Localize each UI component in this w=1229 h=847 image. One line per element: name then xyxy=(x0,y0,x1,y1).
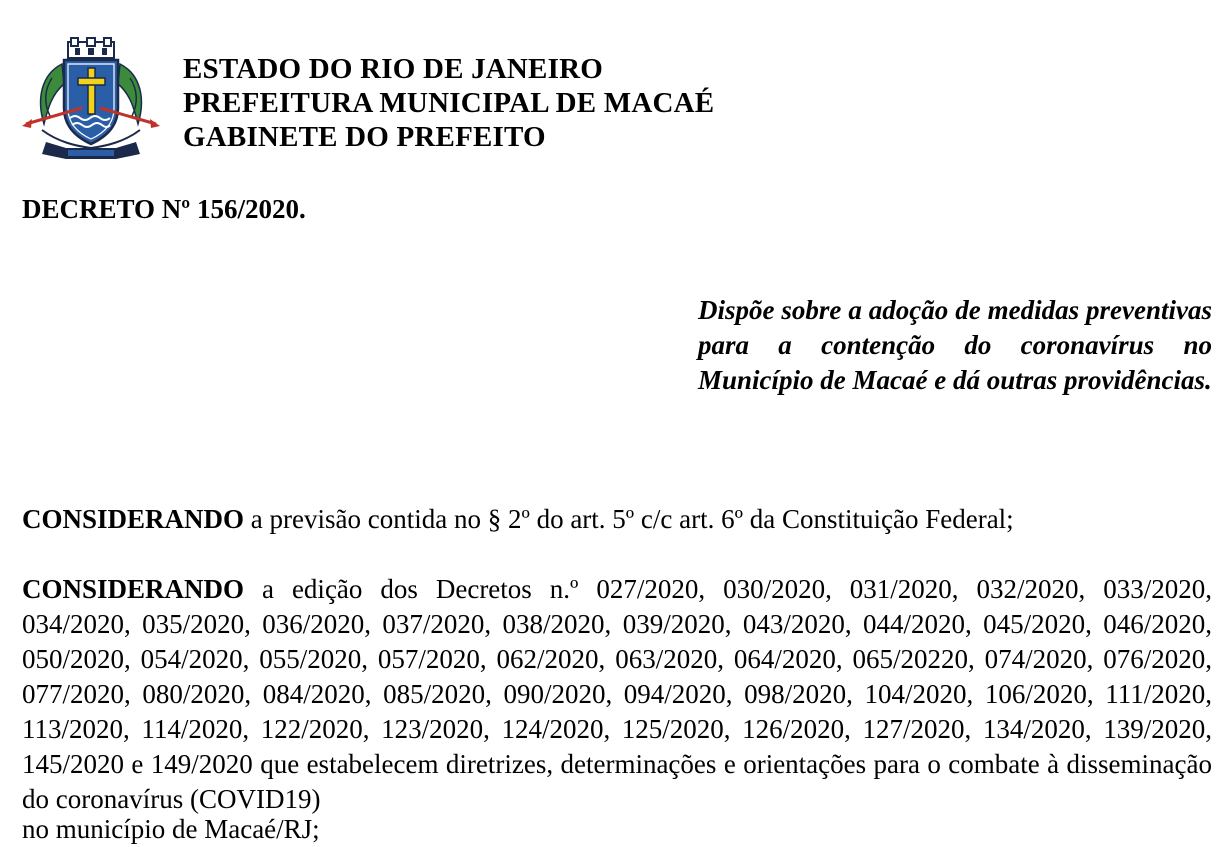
office-name: GABINETE DO PREFEITO xyxy=(183,121,546,153)
truncated-text: no município de Macaé/RJ; xyxy=(22,814,320,844)
considerando-text: a previsão contida no § 2º do art. 5º c/c art. 6º da Constituição Federal; xyxy=(244,504,1014,534)
institution-header xyxy=(183,52,714,154)
coat-of-arms-icon xyxy=(22,38,160,160)
considerando-paragraph-2 xyxy=(22,572,1212,817)
truncated-line xyxy=(22,812,1212,844)
decree-title: DECRETO Nº 156/2020. xyxy=(22,194,306,224)
decree-summary: Dispõe sobre a adoção de medidas preventivas para a contenção do coronavírus no Município de Macaé e dá outras providências. xyxy=(698,295,1212,395)
considerando-lead: CONSIDERANDO xyxy=(22,504,245,534)
state-name: ESTADO DO RIO DE JANEIRO xyxy=(183,53,603,85)
city-hall-name: PREFEITURA MUNICIPAL DE MACAÉ xyxy=(183,87,715,119)
considerando-lead: CONSIDERANDO xyxy=(22,574,245,604)
considerando-text: a edição dos Decretos n.º 027/2020, 030/2020, 031/2020, 032/2020, 033/2020, 034/2020, 035/2020, 036/2020, 037/2020, 038/2020, 039/2020, 043/2020, 044/2020, 045/2020, 046/2020, 050/2020, 054/2020, 055/2020, 057/2020, 062/2020, 063/2020, 064/2020, 065/20220, 074/2020, 076/2020, 077/2020, 080/2020, 084/2020, 085/2020, 090/2020, 094/2020, 098/2020, 104/2020, 106/2020, 111/2020, 113/2020, 114/2020, 122/2020, 123/2020, 124/2020, 125/2020, 126/2020, 127/2020, 134/2020, 139/2020, 145/2020 e 149/2020 que estabelecem diretrizes, determinações e orientações para o combate à disseminação do coronavírus (COVID19) xyxy=(22,574,1212,814)
considerando-paragraph-1 xyxy=(22,502,1212,537)
